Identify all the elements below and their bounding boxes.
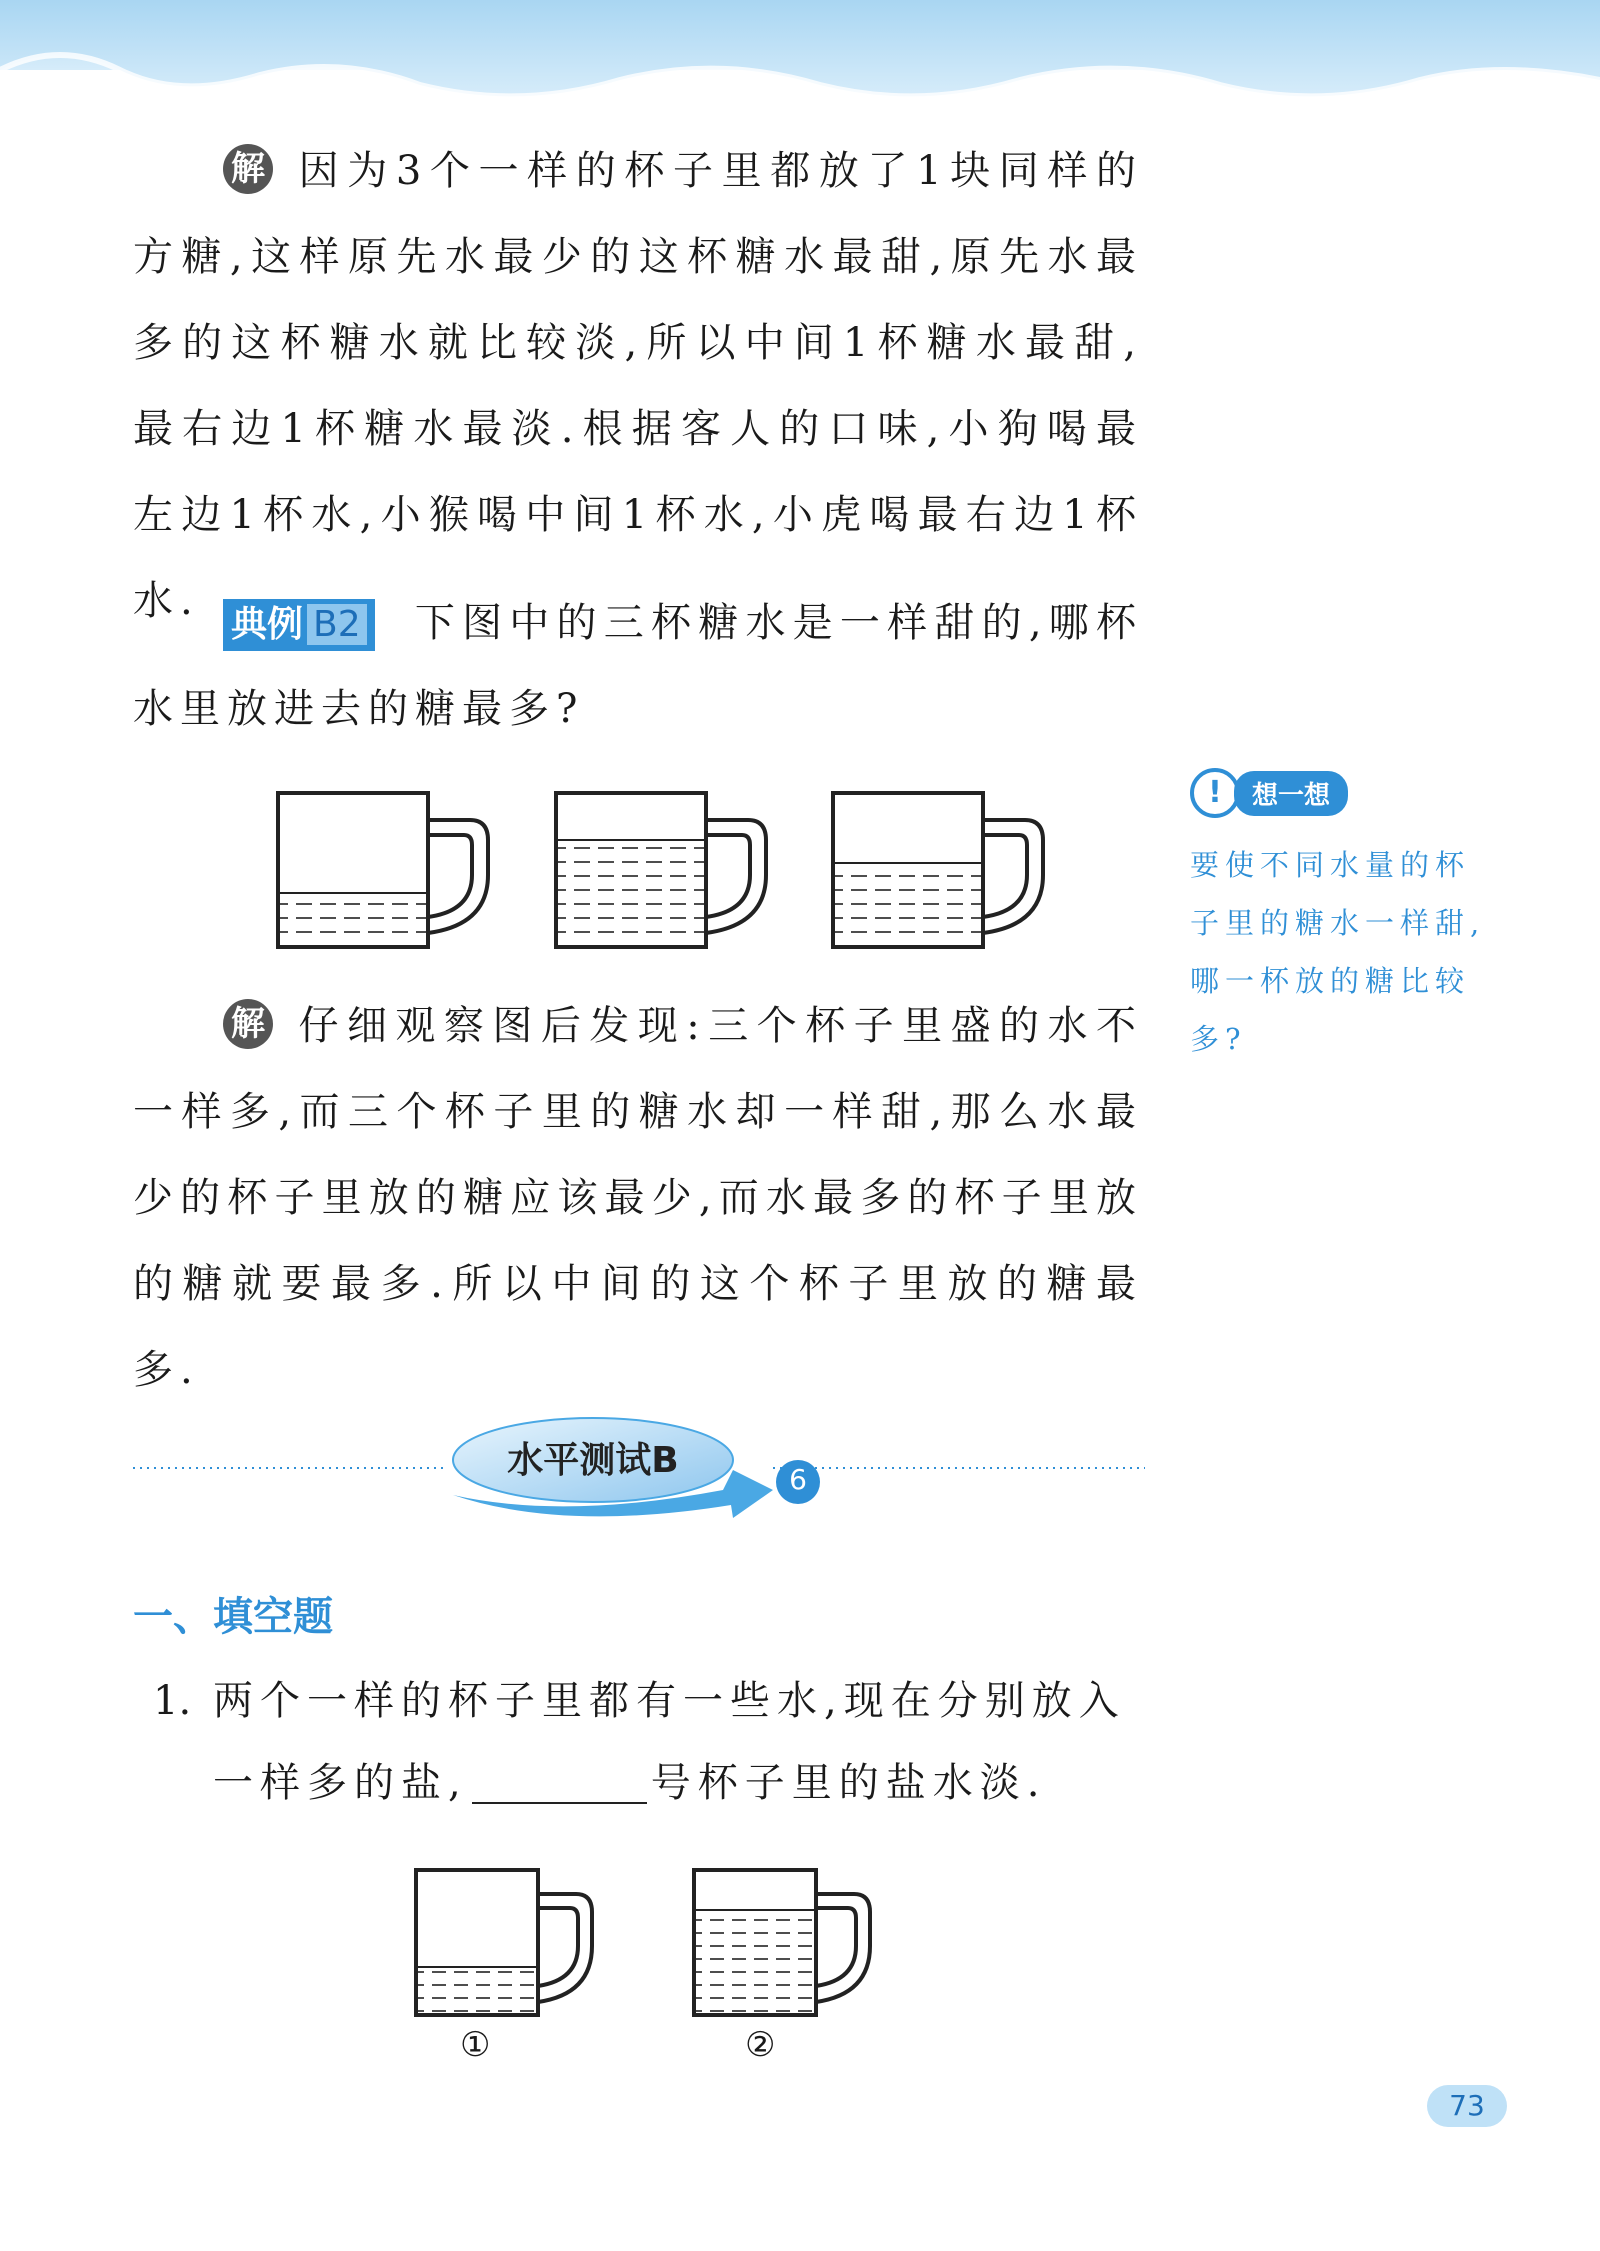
solution-2-text: 仔细观察图后发现:三个杯子里盛的水不一样多,而三个杯子里的糖水却一样甜,那么水最少的杯子里放的糖应该最少,而水最多的杯子里放的糖就要最多.所以中间的这个杯子里放的糖最多. [133,1003,1143,1393]
cup-3-icon [833,793,1043,947]
side-note [1190,768,1490,1068]
answer-blank[interactable] [472,1762,647,1804]
page-number: 73 [1427,2085,1507,2127]
side-note-badge [1190,768,1490,818]
example-cups [270,785,1170,955]
side-note-text: 要使不同水量的杯子里的糖水一样甜,哪一杯放的糖比较多? [1190,848,1486,1056]
test-banner-number: 6 [789,1463,807,1496]
example-tag: 典例 B2 [223,599,375,651]
example-b2 [133,580,1143,752]
cup-1-icon [278,793,488,947]
question-cup-1-icon [416,1870,592,2015]
question-cup-2-icon [694,1870,870,2015]
test-banner [133,1410,1145,1540]
cup-label-1: ① [460,2025,491,2065]
solution-1 [133,128,1143,644]
question-1-text: 两个一样的杯子里都有一些水,现在分别放入一样多的盐, 号杯子里的盐水淡. [213,1678,1126,1806]
solution-badge: 解 [223,999,273,1049]
example-question: 下图中的三杯糖水是一样甜的,哪杯水里放进去的糖最多? [133,600,1143,732]
section-heading: 一、填空题 [133,1594,333,1640]
solution-1-text: 因为3个一样的杯子里都放了1块同样的方糖,这样原先水最少的这杯糖水最甜,原先水最多的这杯糖水就比较淡,所以中间1杯糖水最甜,最右边1杯糖水最淡.根据客人的口味,小狗喝最左边1杯水,小猴喝中间1杯水,小虎喝最右边1杯水. [133,148,1143,624]
cup-2-icon [556,793,766,947]
test-banner-title: 水平测试B [507,1440,679,1481]
header-decoration [0,0,1600,130]
solution-badge: 解 [223,144,273,194]
exclamation-icon: ! [1190,768,1240,818]
question-1-number: 1. [153,1678,192,1724]
question-cups [408,1862,888,2032]
solution-2 [133,983,1143,1413]
cup-label-2: ② [745,2025,776,2065]
side-note-title: 想一想 [1234,771,1348,816]
